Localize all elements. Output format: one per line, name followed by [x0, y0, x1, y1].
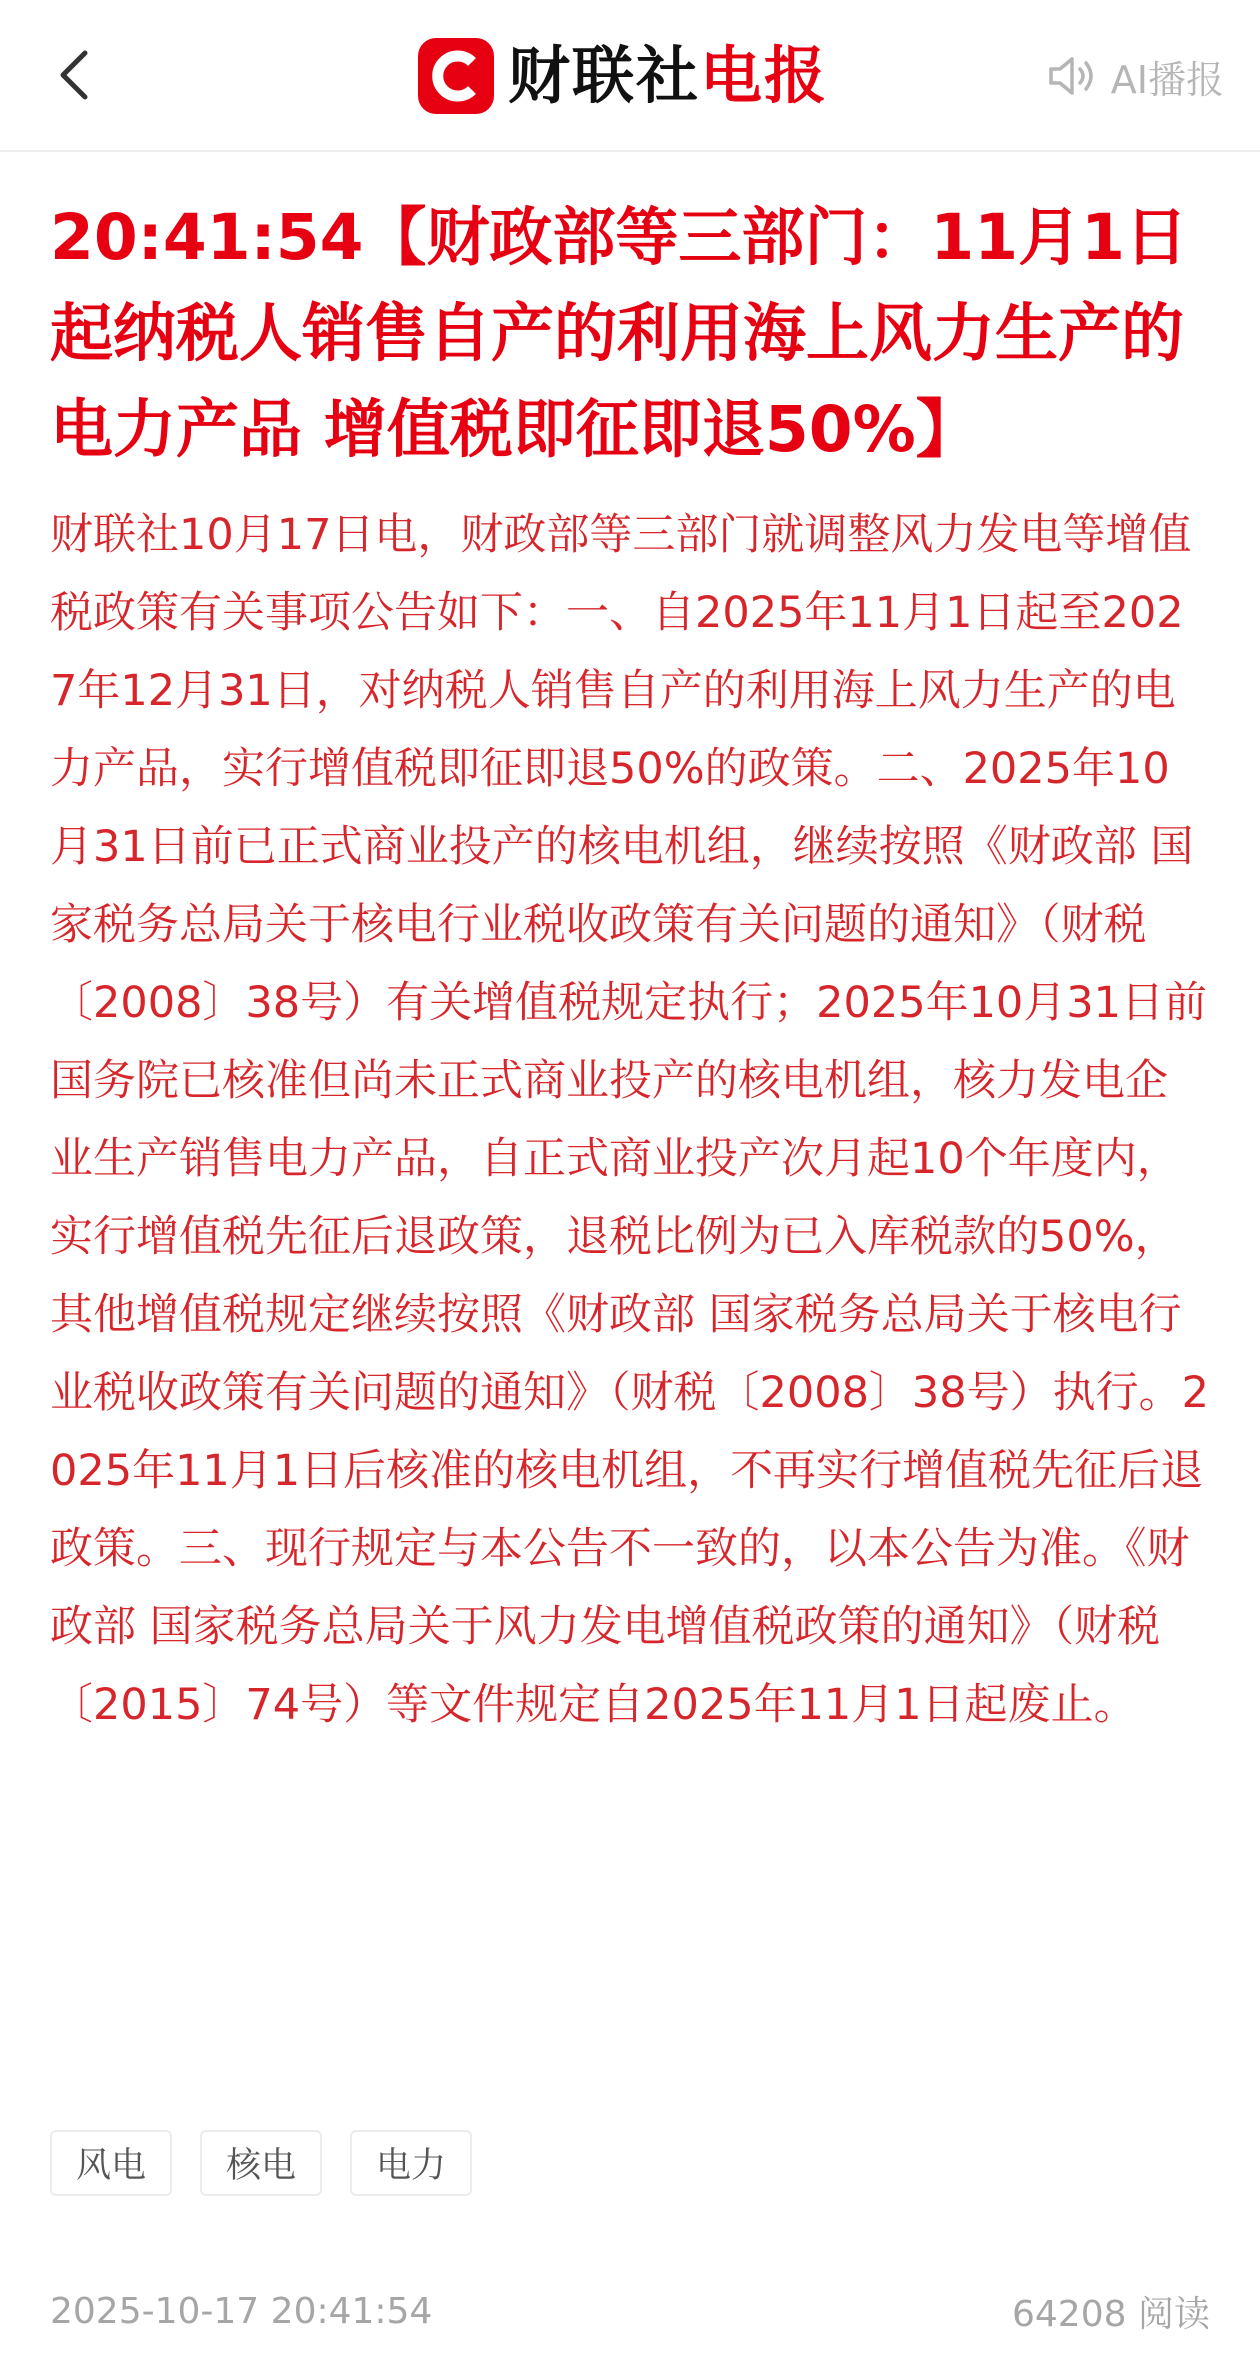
- tag-nuclear-power[interactable]: 核电: [200, 2130, 322, 2196]
- article-footer: [50, 2286, 1210, 2336]
- brand-logo: [418, 36, 828, 116]
- article-content: [50, 190, 1210, 1744]
- chevron-left-icon: [55, 47, 95, 103]
- tag-wind-power[interactable]: 风电: [50, 2130, 172, 2196]
- tag-list: [50, 2130, 500, 2196]
- back-button[interactable]: [40, 40, 110, 110]
- brand-name: 财联社: [508, 39, 701, 112]
- read-count-group: [1012, 2286, 1210, 2337]
- tag-electricity[interactable]: 电力: [350, 2130, 472, 2196]
- cls-logo-icon: [418, 38, 494, 114]
- article-body: 财联社10月17日电，财政部等三部门就调整风力发电等增值税政策有关事项公告如下：一、自2025年11月1日起至2027年12月31日，对纳税人销售自产的利用海上风力生产的电力产品，实行增值税即征即退50%的政策。二、2025年10月31日前已正式商业投产的核电机组，继续按照《财政部 国家税务总局关于核电行业税收政策有关问题的通知》（财税〔2008〕38号）有关增值税规定执行；2025年10月31日前国务院已核准但尚未正式商业投产的核电机组，核力发电企业生产销售电力产品，自正式商业投产次月起10个年度内，实行增值税先征后退政策，退税比例为已入库税款的50%，其他增值税规定继续按照《财政部 国家税务总局关于核电行业税收政策有关问题的通知》（财税〔2008〕38号）执行。2025年11月1日后核准的核电机组，不再实行增值税先征后退政策。三、现行规定与本公告不一致的，以本公告为准。《财政部 国家税务总局关于风力发电增值税政策的通知》（财税〔2015〕74号）等文件规定自2025年11月1日起废止。: [50, 510, 1210, 1730]
- read-count: 64208: [1012, 2293, 1127, 2335]
- ai-broadcast-button[interactable]: [1047, 46, 1224, 106]
- brand-subname: 电报: [700, 39, 829, 112]
- top-navigation-bar: [0, 0, 1260, 152]
- speaker-icon: [1047, 54, 1097, 98]
- publish-datetime: 2025-10-17 20:41:54: [50, 2290, 433, 2332]
- article-headline: 20:41:54【财政部等三部门：11月1日起纳税人销售自产的利用海上风力生产的电力产品 增值税即征即退50%】: [50, 201, 1188, 466]
- ai-broadcast-label: AI播报: [1110, 57, 1224, 102]
- read-label: 阅读: [1137, 2293, 1210, 2335]
